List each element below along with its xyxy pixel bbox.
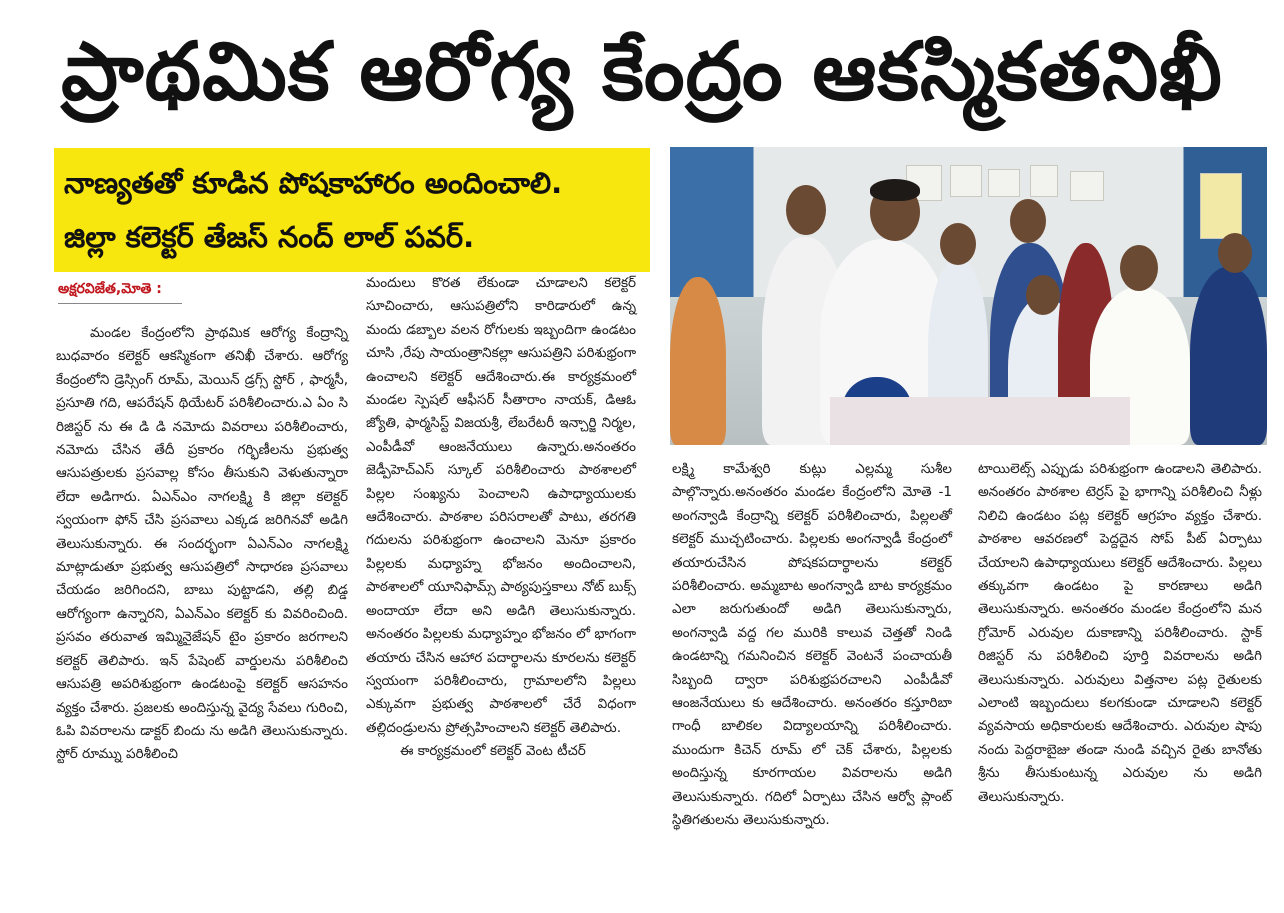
photo-person-head <box>1010 199 1046 243</box>
article-paragraph: లక్ష్మి కామేశ్వరి కుట్లు ఎల్లమ్మ సుశీల పాల్గొన్నారు.అనంతరం మండల కేంద్రంలోని మోతె -1 అంగన్వాడి కేంద్రాన్ని కలెక్టర్ పరిశీలించారు, పిల్లలతో కలెక్టర్ ముచ్చటించారు. పిల్లలకు అంగన్వాడీ కేంద్రంలో తయారుచేసిన పోషకపదార్థాలను కలెక్టర్ పరిశీలించారు. అమ్మబాట అంగన్వాడి బాట కార్యక్రమం ఎలా జరుగుతుందో అడిగి తెలుసుకున్నారు, అంగన్వాడి వద్ద గల మురికి కాలువ చెత్తతో నిండి ఉండటాన్ని గమనించిన కలెక్టర్ వెంటనే పంచాయతీ సిబ్బంది ద్వారా పరిశుభ్రపరచాలని ఎంపీడీవో ఆంజనేయులు కు ఆదేశించారు. అనంతరం కస్తూరిబా గాంధీ బాలికల విద్యాలయాన్ని పరిశీలించారు. ముందుగా కిచెన్ రూమ్ లో చెక్ చేశారు, పిల్లలకు అందిస్తున్న కూరగాయల వివరాలను అడిగి తెలుసుకున్నారు. గదిలో ఏర్పాటు చేసిన ఆర్వో ప్లాంట్ స్థితిగతులను తెలుసుకున్నారు. <box>672 461 952 829</box>
photo-person-head <box>940 223 976 265</box>
article-paragraph: ఈ కార్యక్రమంలో కలెక్టర్ వెంట టీచర్ <box>400 743 586 760</box>
photo-person-head <box>1218 233 1252 273</box>
dateline: అక్షరవిజేత,మోతె : <box>58 278 182 304</box>
article-paragraph: మందులు కొరత లేకుండా చూడాలని కలెక్టర్ సూచించారు, ఆసుపత్రిలోని కారిడారులో ఉన్న మందు డబ్బాల వలన రోగులకు ఇబ్బందిగా ఉండటం చూసి ,రేపు సాయంత్రానికల్లా ఆసుపత్రిని పరిశుభ్రంగా ఉంచాలని కలెక్టర్ ఆదేశించారు.ఈ కార్యక్రమంలో మండల స్పెషల్ ఆఫీసర్ సీతారాం నాయక్, డిఆఓ జ్యోతి, ఫార్మసిస్ట్ విజయశ్రీ, లేబరేటరీ ఇన్చార్జి నిర్మల, ఎంపీడీవో ఆంజనేయులు ఉన్నారు.అనంతరం జెడ్పీహెచ్ఎస్ స్కూల్ పరిశీలించారు పాఠశాలలో పిల్లల సంఖ్యను పెంచాలని ఉపాధ్యాయులకు ఆదేశించారు. పాఠశాల పరిసరాలతో పాటు, తరగతి గదులను పరిశుభ్రంగా ఉంచాలని మెనూ ప్రకారం పిల్లలకు మధ్యాహ్న భోజనం అందించాలని, పాఠశాలలో యూనిఫామ్స్ పాఠ్యపుస్తకాలు నోట్ బుక్స్ అందాయా లేదా అని అడిగి తెలుసుకున్నారు. అనంతరం పిల్లలకు మధ్యాహ్నం భోజనం లో భాగంగా తయారు చేసిన ఆహార పదార్థాలను కూరలను కలెక్టర్ స్వయంగా పరిశీలించారు, గ్రామాలలోని పిల్లలు ఎక్కువగా ప్రభుత్వ పాఠశాలలో చేరే విధంగా తల్లిదండ్రులను ప్రోత్సహించాలని కలెక్టర్ తెలిపారు. <box>366 275 636 736</box>
photo-poster <box>950 165 982 197</box>
subheadline-line-2: జిల్లా కలెక్టర్ తేజస్ నంద్ లాల్ పవర్. <box>64 220 475 254</box>
subheadline-line-1: నాణ్యతతో కూడిన పోషకాహారం అందించాలి. <box>64 166 563 200</box>
photo-poster <box>1200 173 1242 239</box>
article-column-1 <box>56 322 348 902</box>
article-column-2 <box>366 272 636 902</box>
photo-poster <box>1070 171 1104 201</box>
photo-poster <box>988 169 1020 197</box>
article-column-4 <box>978 458 1262 902</box>
photo-person-head <box>786 185 826 235</box>
news-photo <box>670 147 1267 445</box>
article-column-3 <box>672 458 952 902</box>
headline: ప్రాథమిక ఆరోగ్య కేంద్రం ఆకస్మికతనిఖీ <box>61 25 1223 118</box>
photo-person-head <box>1120 245 1158 291</box>
article-paragraph: టాయిలెట్స్ ఎప్పుడు పరిశుభ్రంగా ఉండాలని తెలిపారు. అనంతరం పాఠశాల టెర్రస్ పై భాగాన్ని పరిశీలించి నీళ్లు నిలిచి ఉండటం పట్ల కలెక్టర్ ఆగ్రహం వ్యక్తం చేశారు. పాఠశాల ఆవరణలో పెద్దదైన సోప్ పీట్ ఏర్పాటు చేయాలని ఉపాధ్యాయులు కలెక్టర్ ఆదేశించారు. పిల్లలు తక్కువగా ఉండటం పై కారణాలు అడిగి తెలుసుకున్నారు. అనంతరం మండల కేంద్రంలోని మన గ్రోమోర్ ఎరువుల దుకాణాన్ని పరిశీలించారు. స్టాక్ రిజిస్టర్ ను పరిశీలించి పూర్తి వివరాలను అడిగి తెలుసుకున్నారు. ఎరువులు విత్తనాల పట్ల రైతులకు ఎలాంటి ఇబ్బందులు కలగకుండా చూడాలని కలెక్టర్ వ్యవసాయ అధికారులకు ఆదేశించారు. ఎరువుల షాపు నందు పెద్దరాబైజు తండా నుండి వచ్చిన రైతు బానోతు శ్రీను తీసుకుంటున్న ఎరువుల ను అడిగి తెలుసుకున్నారు. <box>978 461 1262 805</box>
subheadline-box <box>54 148 650 272</box>
photo-person-hair <box>870 179 920 201</box>
photo-person <box>1190 267 1267 445</box>
article-paragraph: మండల కేంద్రంలోని ప్రాథమిక ఆరోగ్య కేంద్రాన్ని బుధవారం కలెక్టర్ ఆకస్మికంగా తనిఖీ చేశారు. ఆరోగ్య కేంద్రంలోని డ్రెస్సింగ్ రూమ్, మెయిన్ డ్రగ్స్ స్టోర్ , ఫార్మసీ, ప్రసూతి గది, ఆపరేషన్ థియేటర్ పరిశీలించారు.ఎ ఏం సి రిజిస్టర్ ను ఈ డి డి నమోదు వివరాలు పరిశీలించారు, నమోదు చేసిన తేదీ ప్రకారం గర్భిణీలను ప్రభుత్వ ఆసుపత్రులకు ప్రసవాల్ల కోసం తీసుకుని వెళుతున్నారా లేదా అడిగారు. ఏఎన్ఎం నాగలక్ష్మి కి జిల్లా కలెక్టర్ స్వయంగా ఫోన్ చేసి ప్రసవాలు ఎక్కడ జరిగినవో అడిగి తెలుసుకున్నారు. ఈ సందర్భంగా ఏఎన్ఎం నాగలక్ష్మి మాట్లాడుతూ ప్రభుత్వ ఆసుపత్రిలో సాధారణ ప్రసవాలు చేయడం జరిగిందని, బాబు పుట్టాడని, తల్లి బిడ్డ ఆరోగ్యంగా ఉన్నారని, ఏఎన్ఎం కలెక్టర్ కు వివరించింది. ప్రసవం తరువాత ఇమ్మినైజేషన్ టైం ప్రకారం జరగాలని కలెక్టర్ తెలిపారు. ఇన్ పేషెంట్ వార్డులను పరిశీలించి ఆసుపత్రి అపరిశుభ్రంగా ఉండటంపై కలెక్టర్ ఆసహనం వ్యక్తం చేశారు. ప్రజలకు అందిస్తున్న వైద్య సేవలు గురించి, ఓపి వివరాలను డాక్టర్ బిందు ను అడిగి తెలుసుకున్నారు. స్టోర్ రూమ్ను పరిశీలించి <box>56 325 348 763</box>
photo-person <box>670 277 726 445</box>
photo-person-head <box>1026 275 1060 315</box>
photo-table <box>830 397 1130 445</box>
photo-poster <box>1030 165 1058 197</box>
